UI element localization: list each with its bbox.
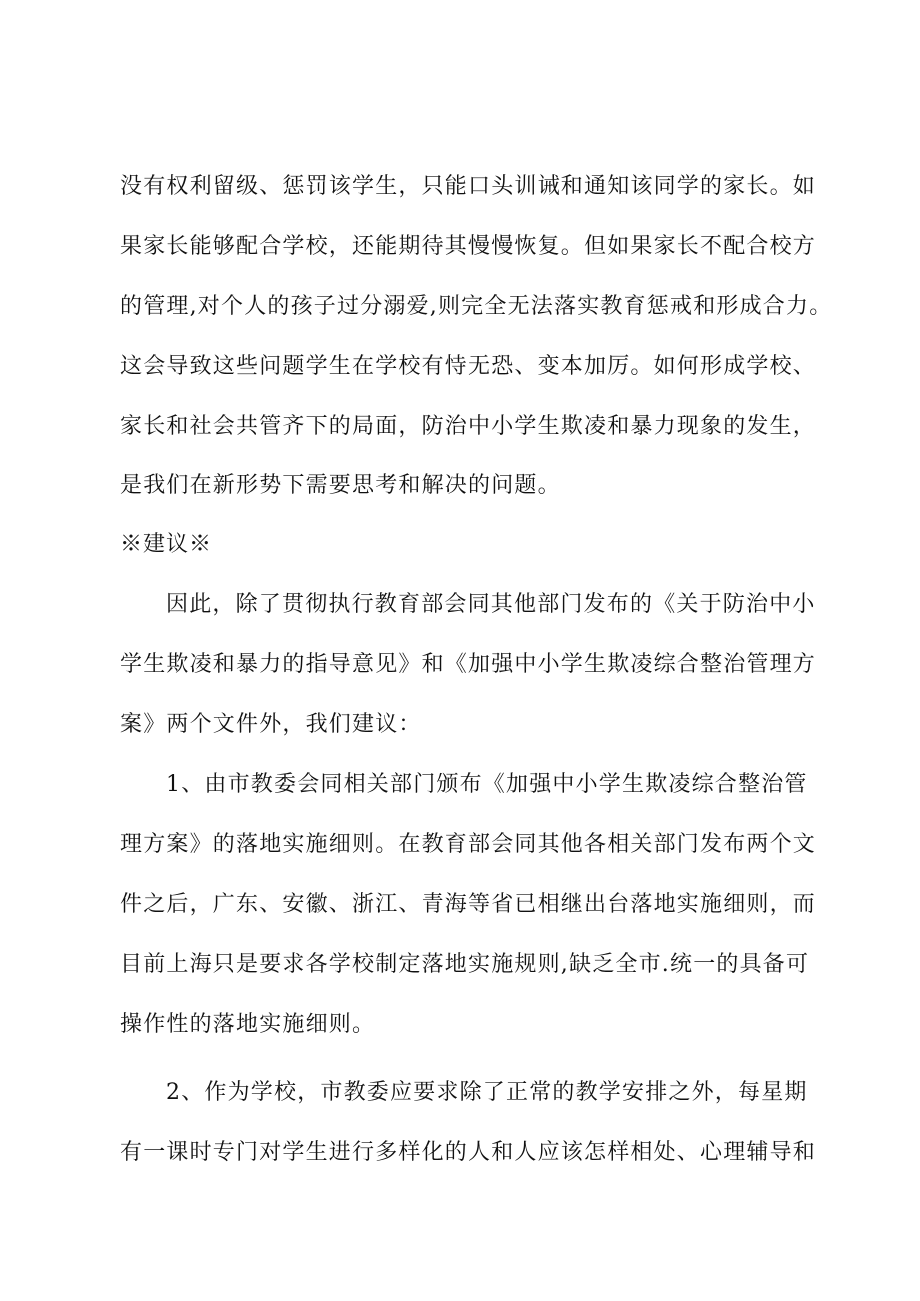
list-item-1-line-5: 操作性的落地实施细则。 bbox=[120, 1012, 376, 1037]
list-item-1-line-3: 件之后，广东、安徽、浙江、青海等省已相继出台落地实施细则，而 bbox=[120, 892, 817, 917]
paragraph-line-9: 案》两个文件外，我们建议： bbox=[120, 712, 422, 737]
paragraph-line-3: 的管理,对个人的孩子过分溺爱,则完全无法落实教育惩戒和形成合力。 bbox=[120, 294, 833, 319]
paragraph-line-1: 没有权利留级、惩罚该学生，只能口头训诫和通知该同学的家长。如 bbox=[120, 174, 817, 199]
paragraph-line-5: 家长和社会共管齐下的局面，防治中小学生欺凌和暴力现象的发生， bbox=[120, 414, 817, 439]
paragraph-line-7: 因此，除了贯彻执行教育部会同其他部门发布的《关于防治中小 bbox=[166, 592, 816, 617]
section-heading: ※建议※ bbox=[120, 532, 213, 557]
paragraph-line-6: 是我们在新形势下需要思考和解决的问题。 bbox=[120, 473, 561, 498]
paragraph-line-8: 学生欺凌和暴力的指导意见》和《加强中小学生欺凌综合整治管理方 bbox=[120, 652, 817, 677]
paragraph-line-4: 这会导致这些问题学生在学校有恃无恐、变本加厉。如何形成学校、 bbox=[120, 354, 817, 379]
paragraph-line-2: 果家长能够配合学校，还能期待其慢慢恢复。但如果家长不配合校方 bbox=[120, 234, 817, 259]
list-item-1-line-1: 1、由市教委会同相关部门颁布《加强中小学生欺凌综合整治管 bbox=[166, 772, 808, 797]
list-item-2-line-2: 有一课时专门对学生进行多样化的人和人应该怎样相处、心理辅导和 bbox=[120, 1140, 817, 1165]
list-item-1-line-2: 理方案》的落地实施细则。在教育部会同其他各相关部门发布两个文 bbox=[120, 832, 817, 857]
list-item-2-line-1: 2、作为学校，市教委应要求除了正常的教学安排之外，每星期 bbox=[166, 1080, 808, 1105]
list-item-1-line-4: 目前上海只是要求各学校制定落地实施规则,缺乏全市.统一的具备可 bbox=[120, 952, 810, 977]
